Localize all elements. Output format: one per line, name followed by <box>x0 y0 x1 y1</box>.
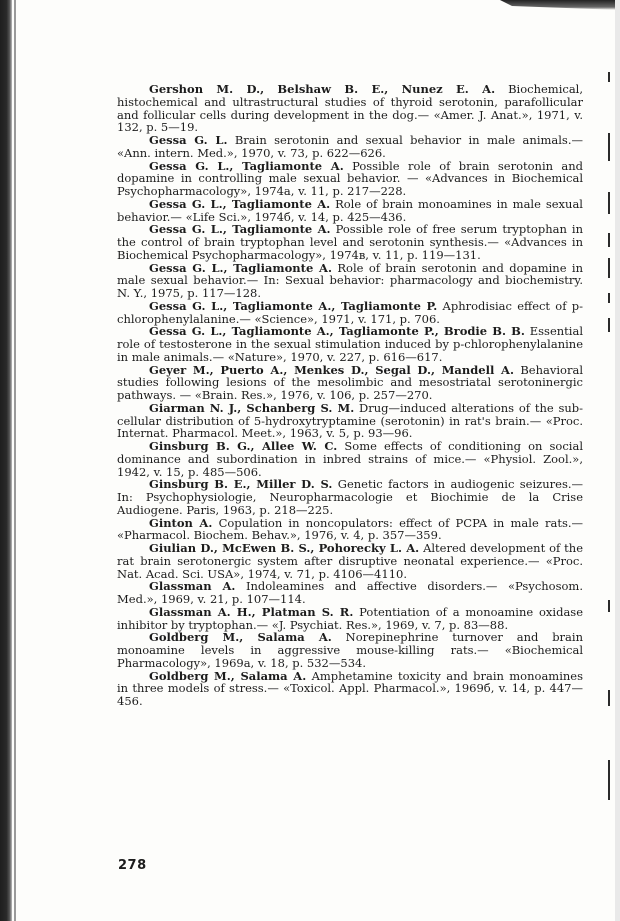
reference-entry <box>117 478 583 516</box>
reference-entry <box>117 517 583 543</box>
reference-entry <box>117 160 583 198</box>
reference-entry <box>117 83 583 134</box>
reference-text: Possible role of free serum tryptophan in the control of brain tryptophan level and serotonin synthesis.— «Advances in Biochemical Psychopharmacology», 1974в, v. 11, p. 119—131. <box>117 222 584 262</box>
reference-text: Potentiation of a monoamine oxidase inhibitor by tryptophan.— «J. Psychiat. Res.», 1969, v. 7, p. 83—88. <box>117 604 584 632</box>
reference-text: Norepinephrine turnover and brain monoamine levels in aggressive mouse-killing rats.— «Biochemical Pharmacology», 1969a, v. 18, p. 532—534. <box>117 630 583 670</box>
reference-authors: Ginsburg B. E., Miller D. S. <box>149 477 333 492</box>
reference-entry <box>117 364 583 402</box>
reference-text: Possible role of brain serotonin and dopamine in controlling male sexual behavior. — «Advances in Biochemical Psychopharmacology», 1974a, v. 11, p. 217—228. <box>117 158 583 198</box>
reference-authors: Gessa G. L., Tagliamonte A. <box>149 260 332 275</box>
reference-authors: Gessa G. L. <box>149 133 228 147</box>
scan-margin-mark <box>608 293 610 303</box>
scan-binding-edge <box>0 0 12 921</box>
scan-margin-mark <box>608 72 610 82</box>
scan-margin-mark <box>608 192 610 214</box>
reference-text: Drug—induced alterations of the sub-cellular distribution of 5-hydroxytryptamine (serotonin) in rat's brain.— «Proc. Internat. Pharmacol. Meet.», 1963, v. 5, p. 93—96. <box>117 400 583 441</box>
reference-text: Copulation in noncopulators: effect of PCPA in male rats.— «Pharmacol. Biochem. Behav.», 1976, v. 4, p. 357—359. <box>117 515 584 543</box>
reference-entry <box>117 670 583 708</box>
reference-authors: Geyer M., Puerto A., Menkes D., Segal D., Mandell A. <box>149 362 514 377</box>
reference-entry <box>117 223 583 261</box>
reference-text: Brain serotonin and sexual behavior in male animals.— «Ann. intern. Med.», 1970, v. 73, p. 622—626. <box>117 133 583 160</box>
reference-entry <box>117 402 583 440</box>
reference-entry <box>117 300 583 326</box>
reference-text: Aphrodisiac effect of p-chlorophenylalanine.— «Science», 1971, v. 171, p. 706. <box>117 298 583 326</box>
scan-margin-mark <box>608 690 610 706</box>
reference-authors: Gessa G. L., Tagliamonte A., Tagliamonte P. <box>149 298 438 313</box>
reference-authors: Glassman A. H., Platman S. R. <box>149 604 354 619</box>
reference-entry <box>117 580 583 606</box>
reference-authors: Gessa G. L., Tagliamonte A. <box>149 158 344 173</box>
reference-authors: Giulian D., McEwen B. S., Pohorecky L. A. <box>149 541 420 555</box>
reference-entry <box>117 134 583 160</box>
reference-text: Genetic factors in audiogenic seizures.— In: Psychophysiologie, Neuropharmacologie et Biochimie de la Crise Audiogene. Paris, 1963, p. 218—225. <box>117 477 583 517</box>
reference-entry <box>117 631 583 669</box>
reference-text: Indoleamines and affective disorders.— «Psychosom. Med.», 1969, v. 21, p. 107—114. <box>117 579 583 606</box>
scan-margin-mark <box>608 133 610 161</box>
scan-right-edge <box>615 0 620 921</box>
reference-text: Essential role of testosterone in the sexual stimulation induced by p-chlorophenylalanine in male animals.— «Nature», 1970, v. 227, p. 616—617. <box>117 324 583 364</box>
reference-text: Role of brain serotonin and dopamine in male sexual behavior.— In: Sexual behavior: pharmacology and biochemistry. N. Y., 1975, p. 117—128. <box>117 260 583 300</box>
reference-entry <box>117 440 583 478</box>
reference-authors: Gessa G. L., Tagliamonte A. <box>149 196 331 211</box>
reference-text: Role of brain monoamines in male sexual behavior.— «Life Sci.», 1974б, v. 14, p. 425—436. <box>117 196 583 224</box>
page-number: 278 <box>118 858 147 873</box>
reference-text: Amphetamine toxicity and brain monoamines in three models of stress.— «Toxicol. Appl. Pharmacol.», 1969б, v. 14, p. 447—456. <box>117 668 583 708</box>
reference-authors: Goldberg M., Salama A. <box>149 630 332 645</box>
reference-entry <box>117 542 583 580</box>
scan-margin-mark <box>608 258 610 278</box>
reference-entry <box>117 606 583 632</box>
reference-entry <box>117 325 583 363</box>
reference-text: Biochemical, histochemical and ultrastructural studies of thyroid serotonin, parafollicular and follicular cells during development in the dog.— «Amer. J. Anat.», 1971, v. 132, p. 5—19. <box>117 82 584 135</box>
reference-authors: Gessa G. L., Tagliamonte A., Tagliamonte P., Brodie B. B. <box>149 324 525 339</box>
scan-margin-mark <box>608 600 610 612</box>
reference-authors: Gessa G. L., Tagliamonte A. <box>149 222 331 237</box>
reference-text: Altered development of the rat brain serotonergic system after disruptive neonatal experience.— «Proc. Nat. Acad. Sci. USA», 1974, v. 71, p. 4106—4110. <box>117 541 584 581</box>
reference-authors: Ginsburg B. G., Allee W. C. <box>149 439 338 453</box>
scan-top-edge <box>500 0 620 10</box>
scan-margin-mark <box>608 233 610 247</box>
reference-authors: Gershon M. D., Belshaw B. E., Nunez E. A. <box>149 82 496 96</box>
reference-authors: Glassman A. <box>149 579 236 594</box>
scan-margin-mark <box>608 318 610 332</box>
reference-authors: Goldberg M., Salama A. <box>149 668 307 683</box>
reference-authors: Giarman N. J., Schanberg S. M. <box>149 400 355 415</box>
bibliography-list <box>117 83 583 708</box>
reference-entry <box>117 262 583 300</box>
scan-margin-mark <box>608 760 610 800</box>
reference-entry <box>117 198 583 224</box>
scan-binding-line <box>14 0 16 921</box>
reference-text: Some effects of conditioning on social dominance and subordination in inbred strains of mice.— «Physiol. Zool.», 1942, v. 15, p. 485—506. <box>117 439 584 479</box>
reference-text: Behavioral studies following lesions of the mesolimbic and mesostriatal serotoninergic pathways. — «Brain. Res.», 1976, v. 106, p. 257—270. <box>117 362 584 402</box>
reference-authors: Ginton A. <box>149 515 213 530</box>
